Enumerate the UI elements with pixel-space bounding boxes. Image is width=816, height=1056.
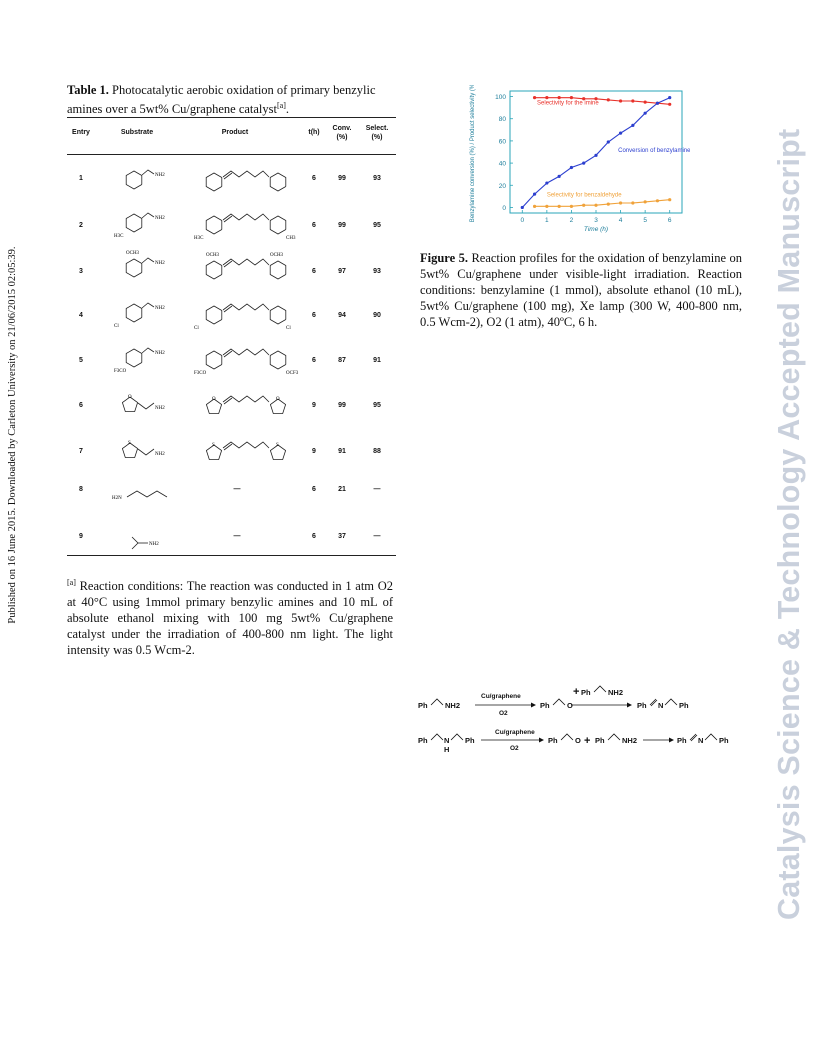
scheme-r2-bond6 — [705, 734, 717, 740]
product-drawing — [200, 248, 295, 288]
series-label: Selectivity for benzaldehyde — [546, 192, 622, 199]
series-point — [607, 203, 610, 206]
product-ring-right — [270, 351, 286, 369]
cell-time: 9 — [312, 402, 316, 409]
y-tick-label: 0 — [502, 204, 506, 212]
substrate-amine-label: NH2 — [155, 216, 165, 221]
table-header-rule — [67, 154, 396, 155]
series-point — [570, 205, 573, 208]
scheme-r2-catalyst: Cu/graphene — [495, 729, 535, 736]
scheme-r1-nh2: NH2 — [445, 701, 461, 710]
figure5-caption-text: Reaction profiles for the oxidation of benzylamine on 5wt% Cu/graphene under visible-light irradiation. Reaction conditions: benzylamine (1 mmol), absolute ethanol (10 mL), 5wt% Cu/graphene (100 mg), Xe lamp (300 W, 400-800 nm, 0.5 Wcm-2), O2 (1 atm), 40ºC, 6 h. — [420, 251, 742, 329]
substrate-ch2-bond — [142, 258, 154, 263]
footnote-mark: [a] — [67, 578, 76, 587]
scheme-r1-bond1 — [431, 699, 443, 705]
table-caption-note: [a] — [277, 101, 286, 110]
product-substituent-left: OCH3 — [206, 253, 220, 258]
cell-time: 6 — [312, 268, 316, 275]
product-substituent-right: Cl — [286, 326, 291, 331]
x-tick-label: 4 — [618, 217, 623, 224]
cell-select: 93 — [373, 175, 381, 182]
cell-time: 6 — [312, 312, 316, 319]
substrate-structure — [112, 203, 182, 243]
scheme-r2-bond3 — [561, 734, 573, 740]
cell-entry: 9 — [79, 533, 83, 540]
figure5-chart — [460, 85, 690, 245]
series-point — [607, 140, 610, 143]
product-double-bond — [224, 398, 232, 404]
x-tick-label: 2 — [569, 217, 574, 224]
cell-product-dash: — — [233, 486, 241, 493]
cell-entry: 5 — [79, 357, 83, 364]
substrate-structure — [112, 248, 182, 288]
scheme-r1-ph4: Ph — [637, 701, 647, 710]
header-product: Product — [221, 129, 249, 136]
substrate-drawing — [112, 385, 182, 425]
table-caption-text: Photocatalytic aerobic oxidation of primary benzylic amines over a 5wt% Cu/graphene catalyst — [67, 83, 376, 117]
substrate-amine-label: NH2 — [155, 351, 165, 356]
series-point — [533, 193, 536, 196]
cell-select: 90 — [373, 312, 381, 319]
product-ring-right — [270, 216, 286, 234]
cell-conv: 99 — [338, 222, 346, 229]
substrate-ch2-bond — [142, 348, 154, 353]
product-substituent-right: CH3 — [286, 236, 296, 241]
series-point — [521, 206, 524, 209]
table-footnote — [67, 575, 393, 658]
product-structure — [200, 248, 295, 288]
series-label: Conversion of benzylamine — [618, 148, 690, 154]
scheme-r1-o2: O2 — [499, 710, 508, 717]
product-ring-left — [206, 173, 222, 191]
scheme-r1-bond3 — [594, 686, 606, 692]
series-point — [619, 132, 622, 135]
series-point — [668, 198, 671, 201]
header-conv — [329, 124, 355, 142]
substrate-ch2-bond — [142, 303, 154, 308]
product-ring-right — [270, 306, 286, 324]
scheme-r2-ph4: Ph — [595, 736, 605, 745]
table-caption-label: Table 1. — [67, 83, 109, 97]
cell-select: 88 — [373, 448, 381, 455]
table-caption: Table 1. Photocatalytic aerobic oxidation of primary benzylic amines over a 5wt% Cu/graphene catalyst[a]. — [67, 83, 376, 117]
cell-select: 91 — [373, 357, 381, 364]
series-point — [545, 96, 548, 99]
scheme-r1-ph3: Ph — [581, 688, 591, 697]
series-point — [631, 124, 634, 127]
scheme-r1-arrowhead2 — [627, 703, 632, 708]
cell-entry: 3 — [79, 268, 83, 275]
product-imine-chain — [223, 304, 269, 310]
series-point — [533, 96, 536, 99]
series-point — [644, 100, 647, 103]
series-point — [619, 201, 622, 204]
product-imine-chain — [223, 442, 269, 448]
figure5-caption-label: Figure 5. — [420, 251, 468, 265]
product-structure — [200, 385, 295, 425]
product-ring-left — [206, 306, 222, 324]
accepted-manuscript-watermark: Catalysis Science & Technology Accepted Manuscript — [772, 128, 806, 920]
series-point — [631, 201, 634, 204]
header-select-line1: Select. — [365, 125, 389, 132]
substrate-substituent-label: Cl — [114, 324, 119, 329]
publication-side-note: Published on 16 June 2015. Downloaded by Carleton University on 21/06/2015 02:05:39. — [7, 246, 18, 624]
product-structure — [200, 160, 295, 200]
substrate-amine-label: NH2 — [155, 452, 165, 457]
substrate-ch2-bond — [138, 403, 154, 409]
x-tick-label: 0 — [520, 217, 525, 224]
series-point — [607, 98, 610, 101]
series-point — [558, 205, 561, 208]
product-double-bond — [224, 261, 232, 267]
scheme-r2-bond2 — [451, 734, 463, 740]
product-imine-chain — [223, 349, 269, 355]
product-heteroatom-left: S — [212, 443, 215, 448]
product-drawing — [194, 203, 296, 243]
cell-entry: 1 — [79, 175, 83, 182]
product-substituent-left: H3C — [194, 236, 204, 241]
product-drawing — [200, 160, 295, 200]
product-heteroatom-right: S — [276, 443, 279, 448]
substrate-ch2-bond — [142, 170, 154, 175]
scheme-r1-bond2 — [553, 699, 565, 705]
series-point — [558, 96, 561, 99]
scheme-r1-n: N — [658, 701, 664, 710]
substrate-structure — [112, 475, 182, 515]
cell-entry: 2 — [79, 222, 83, 229]
footnote-text: Reaction conditions: The reaction was conducted in 1 atm O2 at 40°C using 1mmol primary benzylic amines and 10 mL of absolute ethanol mixing with 100 mg 5wt% Cu/graphene catalyst under the irradiation of 400-800 nm light. The light intensity was 0.5 Wcm-2. — [67, 579, 393, 658]
series-point — [644, 112, 647, 115]
substrate-drawing — [112, 431, 182, 471]
substrate-amine-label: NH2 — [149, 542, 159, 547]
scheme-r1-ph5: Ph — [679, 701, 689, 710]
substrate-structure — [112, 431, 182, 471]
cell-conv: 37 — [338, 533, 346, 540]
scheme-r2-o2: O2 — [510, 745, 519, 752]
cell-conv: 21 — [338, 486, 346, 493]
x-tick-label: 3 — [594, 217, 598, 224]
substrate-benzene-ring — [126, 171, 142, 189]
cell-conv: 97 — [338, 268, 346, 275]
scheme-r2-ph3: Ph — [548, 736, 558, 745]
substrate-isopropyl — [132, 537, 138, 549]
scheme-r2-ph2: Ph — [465, 736, 475, 745]
table-top-rule — [67, 117, 396, 118]
cell-entry: 4 — [79, 312, 83, 319]
substrate-drawing — [112, 475, 182, 515]
product-ring-left — [206, 351, 222, 369]
series-point — [558, 175, 561, 178]
cell-conv: 91 — [338, 448, 346, 455]
cell-conv: 94 — [338, 312, 346, 319]
series-point — [545, 181, 548, 184]
series-point — [582, 161, 585, 164]
cell-conv: 99 — [338, 175, 346, 182]
series-point — [570, 166, 573, 169]
product-structure — [200, 431, 295, 471]
series-point — [668, 103, 671, 106]
product-double-bond — [224, 173, 232, 179]
product-imine-chain — [223, 171, 269, 177]
substrate-amine-label: NH2 — [155, 306, 165, 311]
substrate-amine-label: NH2 — [155, 406, 165, 411]
scheme-r2-h: H — [444, 745, 450, 754]
scheme-r2-arrowhead2 — [669, 738, 674, 743]
substrate-drawing — [112, 203, 182, 243]
x-tick-label: 5 — [643, 217, 647, 224]
scheme-r2-ph1: Ph — [418, 736, 428, 745]
substrate-drawing — [112, 160, 182, 200]
scheme-r2-bond1 — [431, 734, 443, 740]
cell-conv: 99 — [338, 402, 346, 409]
scheme-r1-ph1: Ph — [418, 701, 428, 710]
series-point — [656, 102, 659, 105]
header-time: t(h) — [308, 129, 320, 136]
cell-select: 95 — [373, 222, 381, 229]
x-tick-label: 1 — [545, 217, 549, 224]
cell-conv: 87 — [338, 357, 346, 364]
substrate-drawing — [112, 293, 182, 333]
series-label: Selectivity for the imine — [537, 100, 599, 107]
scheme-r1-catalyst: Cu/graphene — [481, 693, 521, 700]
cell-select: 95 — [373, 402, 381, 409]
scheme-r2-o: O — [575, 736, 581, 745]
scheme-r2-nh2: NH2 — [622, 736, 638, 745]
cell-entry: 8 — [79, 486, 83, 493]
product-ring-left — [206, 216, 222, 234]
scheme-r2-n: N — [444, 736, 450, 745]
series-point — [644, 200, 647, 203]
product-ring-right — [270, 173, 286, 191]
header-select-line2: (%) — [371, 134, 383, 141]
product-double-bond — [224, 444, 232, 450]
cell-entry: 7 — [79, 448, 83, 455]
substrate-drawing — [112, 248, 182, 288]
scheme-r2-n2: N — [698, 736, 704, 745]
cell-time: 6 — [312, 175, 316, 182]
substrate-structure — [112, 338, 182, 378]
product-heteroatom-left: O — [212, 397, 216, 402]
series-point — [594, 204, 597, 207]
product-ring-right — [270, 261, 286, 279]
y-tick-label: 40 — [498, 160, 506, 168]
product-drawing — [194, 293, 295, 333]
substrate-amine-label: H2N — [112, 496, 122, 501]
reaction-profile-chart — [460, 85, 690, 245]
scheme-r1-plus: + — [573, 686, 580, 698]
scheme-r2-bond4 — [608, 734, 620, 740]
series-point — [656, 199, 659, 202]
y-tick-label: 20 — [498, 182, 506, 190]
substrate-benzene-ring — [126, 259, 142, 277]
series-point — [582, 204, 585, 207]
series-point — [631, 99, 634, 102]
product-imine-chain — [223, 396, 269, 402]
scheme-r1-arrowhead1 — [531, 703, 536, 708]
product-substituent-right: OCF3 — [286, 371, 299, 376]
product-double-bond — [224, 351, 232, 357]
substrate-heteroatom-label: S — [128, 441, 131, 446]
scheme-r2-plus: + — [584, 735, 591, 747]
cell-select: 93 — [373, 268, 381, 275]
substrate-benzene-ring — [126, 349, 142, 367]
substrate-substituent-label: H3C — [114, 234, 124, 239]
x-axis-label: Time (h) — [583, 226, 609, 233]
series-line — [535, 200, 670, 207]
header-conv-line1: Conv. — [332, 125, 352, 132]
scheme-r1-o: O — [567, 701, 573, 710]
header-substrate: Substrate — [120, 129, 154, 136]
product-double-bond — [224, 216, 232, 222]
cell-product-dash: — — [233, 533, 241, 540]
table-bottom-rule — [67, 555, 396, 556]
reaction-scheme — [415, 685, 745, 765]
scheme-r2-arrowhead1 — [539, 738, 544, 743]
product-substituent-right: OCH3 — [270, 253, 284, 258]
substrate-structure — [112, 160, 182, 200]
cell-time: 6 — [312, 533, 316, 540]
product-imine-chain — [223, 259, 269, 265]
product-drawing — [200, 431, 295, 471]
series-point — [533, 205, 536, 208]
substrate-ch2-bond — [138, 449, 154, 455]
cell-time: 6 — [312, 357, 316, 364]
figure5-caption — [420, 250, 742, 330]
cell-time: 6 — [312, 222, 316, 229]
substrate-drawing — [112, 338, 182, 378]
cell-entry: 6 — [79, 402, 83, 409]
scheme-r1-ph2: Ph — [540, 701, 550, 710]
substrate-structure — [112, 385, 182, 425]
cell-time: 6 — [312, 486, 316, 493]
header-entry: Entry — [72, 129, 90, 136]
product-drawing — [200, 385, 295, 425]
x-tick-label: 6 — [667, 217, 672, 224]
scheme-r1-nh2b: NH2 — [608, 688, 624, 697]
substrate-ch2-bond — [142, 213, 154, 218]
scheme-r2-ph6: Ph — [719, 736, 729, 745]
product-substituent-left: Cl — [194, 326, 199, 331]
substrate-heteroatom-label: O — [128, 395, 132, 400]
header-select — [362, 124, 392, 142]
series-point — [619, 99, 622, 102]
substrate-substituent-label: F3CO — [114, 369, 127, 374]
scheme-r1-bond5 — [665, 699, 677, 705]
scheme-r2-ph5: Ph — [677, 736, 687, 745]
series-point — [545, 205, 548, 208]
product-drawing — [194, 338, 299, 378]
header-conv-line2: (%) — [336, 134, 348, 141]
product-imine-chain — [223, 214, 269, 220]
substrate-substituent-label: OCH3 — [126, 251, 140, 256]
series-point — [570, 96, 573, 99]
y-tick-label: 100 — [495, 94, 506, 102]
product-double-bond — [224, 306, 232, 312]
product-structure — [194, 293, 295, 333]
reaction-scheme-drawing — [415, 685, 745, 765]
substrate-benzene-ring — [126, 214, 142, 232]
product-structure — [194, 203, 296, 243]
cell-select: — — [373, 533, 381, 540]
y-tick-label: 80 — [498, 116, 506, 124]
product-heteroatom-right: O — [276, 397, 280, 402]
substrate-amine-label: NH2 — [155, 173, 165, 178]
y-tick-label: 60 — [498, 138, 506, 146]
series-point — [594, 154, 597, 157]
product-ring-left — [206, 261, 222, 279]
product-substituent-left: F3CO — [194, 371, 207, 376]
series-point — [668, 96, 671, 99]
substrate-butyl-chain — [127, 491, 167, 497]
cell-time: 9 — [312, 448, 316, 455]
cell-select: — — [373, 486, 381, 493]
substrate-benzene-ring — [126, 304, 142, 322]
substrate-amine-label: NH2 — [155, 261, 165, 266]
substrate-structure — [112, 293, 182, 333]
y-axis-label: Benzylamine conversion (%) / Product selectivity (%) — [470, 85, 476, 223]
product-structure — [194, 338, 299, 378]
